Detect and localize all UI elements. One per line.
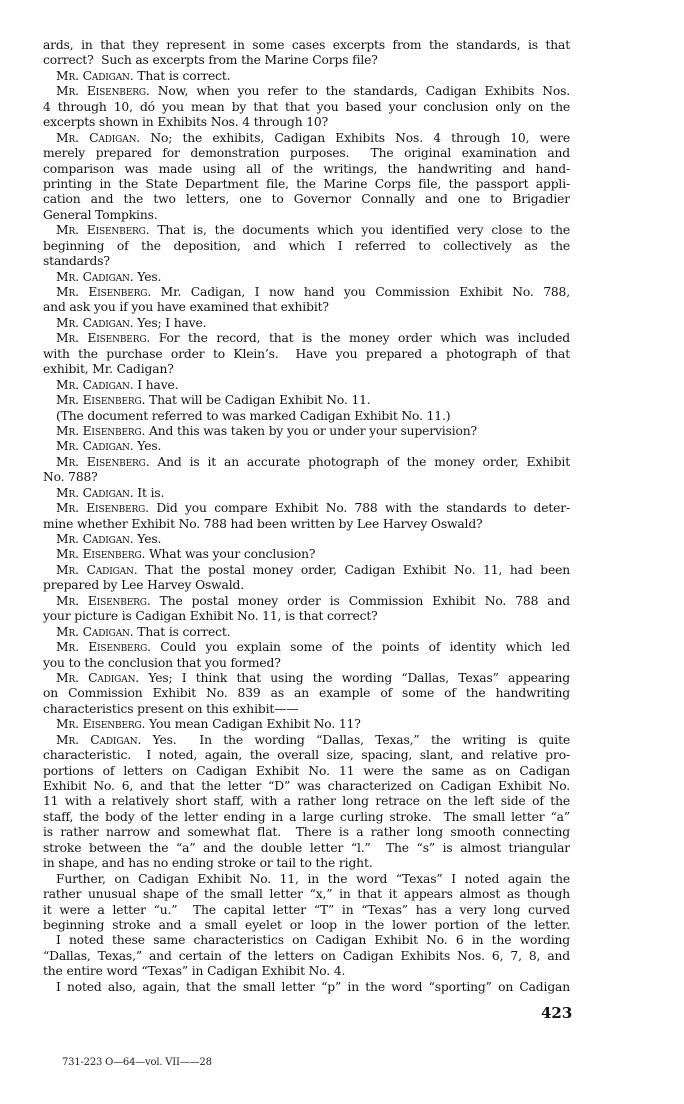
line-text: Did you compare Exhibit No. 788 with the standards to deter-	[148, 501, 570, 516]
speaker-name: Mr. Cadigan.	[56, 732, 142, 747]
transcript-line	[43, 192, 570, 207]
transcript-line	[43, 486, 570, 501]
transcript-line	[43, 254, 570, 269]
transcript-line	[43, 825, 570, 840]
line-text: That is, the documents which you identified very close to the	[149, 223, 570, 238]
transcript-line	[43, 563, 570, 578]
page-number: 423	[541, 1004, 573, 1022]
transcript-line	[43, 578, 570, 593]
transcript-line	[43, 918, 570, 933]
line-text: That will be Cadigan Exhibit No. 11.	[145, 393, 371, 408]
transcript-line	[43, 841, 570, 856]
line-text: comparison was made using all of the writings, the handwriting and hand-	[43, 161, 570, 176]
line-text: beginning of the deposition, and which I referred to collectively as the	[43, 238, 570, 253]
line-text: You mean Cadigan Exhibit No. 11?	[145, 717, 361, 732]
transcript-line	[43, 903, 570, 918]
speaker-name: Mr. Eisenberg.	[56, 285, 152, 299]
line-text: printing in the State Department file, the Marine Corps file, the passport appli-	[43, 176, 570, 191]
speaker-name: Mr. Cadigan.	[56, 315, 134, 330]
line-text: “Dallas, Texas,” and certain of the letters on Cadigan Exhibits Nos. 6, 7, 8, and	[43, 948, 570, 963]
speaker-name: Mr. Eisenberg.	[56, 717, 146, 732]
line-text: That is correct.	[133, 68, 231, 83]
transcript-line	[43, 887, 570, 902]
transcript-line	[43, 208, 570, 223]
transcript-line	[43, 594, 570, 609]
speaker-name: Mr. Eisenberg.	[56, 593, 151, 608]
transcript-line	[43, 547, 570, 562]
line-text: Further, on Cadigan Exhibit No. 11, in the word “Texas” I noted again the	[56, 871, 570, 886]
line-text: Yes.	[133, 532, 162, 546]
speaker-name: Mr. Cadigan.	[56, 377, 134, 392]
transcript-line	[43, 285, 570, 300]
transcript-line	[43, 810, 570, 825]
line-text: The postal money order is Commission Exhibit No. 788 and	[150, 593, 570, 608]
line-text: and ask you if you have examined that exhibit?	[43, 300, 329, 315]
line-text: And is it an accurate photograph of the money order, Exhibit	[149, 454, 570, 469]
line-text: ards, in that they represent in some cases excerpts from the standards, is that	[43, 38, 570, 52]
speaker-name: Mr. Cadigan.	[56, 269, 134, 284]
line-text: stroke between the “a” and the double letter “l.” The “s” is almost triangular	[43, 840, 570, 855]
line-text: Yes; I have.	[133, 315, 207, 330]
line-text: is rather narrow and somewhat flat. There is a rather long smooth connecting	[43, 825, 570, 840]
line-text: No; the exhibits, Cadigan Exhibits Nos. 4 through 10, were	[140, 130, 570, 145]
line-text: you to the conclusion that you formed?	[43, 655, 281, 670]
transcript-line	[43, 640, 570, 655]
speaker-name: Mr. Eisenberg.	[56, 640, 151, 655]
transcript-line	[43, 964, 570, 979]
line-text: characteristics present on this exhibit——	[43, 701, 299, 716]
transcript-line	[43, 424, 570, 439]
speaker-name: Mr. Cadigan.	[56, 439, 134, 454]
transcript-line	[43, 656, 570, 671]
transcript-line	[43, 131, 570, 146]
line-text: Mr. Cadigan, I now hand you Commission Exhibit No. 788,	[151, 285, 570, 299]
line-text: merely prepared for demonstration purposes. The original examination and	[43, 146, 570, 161]
transcript-line	[43, 378, 570, 393]
transcript-line	[43, 239, 570, 254]
line-text: staff, the body of the letter ending in a large curling stroke. The small letter “a”	[43, 809, 570, 824]
transcript-line	[43, 223, 570, 238]
speaker-name: Mr. Cadigan.	[56, 562, 138, 577]
transcript-line	[43, 455, 570, 470]
speaker-name: Mr. Cadigan.	[56, 130, 141, 145]
line-text: standards?	[43, 254, 110, 269]
speaker-name: Mr. Eisenberg.	[56, 223, 150, 238]
speaker-name: Mr. Cadigan.	[56, 532, 134, 546]
transcript-line	[43, 300, 570, 315]
speaker-name: Mr. Eisenberg.	[56, 423, 146, 438]
transcript-line	[43, 331, 570, 346]
line-text: What was your conclusion?	[145, 547, 316, 562]
line-text: That the postal money order, Cadigan Exhibit No. 11, had been	[137, 562, 570, 577]
speaker-name: Mr. Eisenberg.	[56, 331, 151, 346]
line-text: on Commission Exhibit No. 839 as an example of some of the handwriting	[43, 686, 570, 701]
line-text: I have.	[133, 377, 179, 392]
speaker-name: Mr. Eisenberg.	[56, 454, 150, 469]
transcript-line	[43, 347, 570, 362]
line-text: with the purchase order to Klein’s. Have you prepared a photograph of that	[43, 346, 570, 361]
line-text: Yes. In the wording “Dallas, Texas,” the writing is quite	[141, 732, 570, 747]
transcript-line	[43, 933, 570, 948]
transcript-line	[43, 856, 570, 871]
transcript-line	[43, 609, 570, 624]
speaker-name: Mr. Cadigan.	[56, 485, 134, 500]
line-text: mine whether Exhibit No. 788 had been written by Lee Harvey Oswald?	[43, 516, 483, 531]
line-text: General Tompkins.	[43, 207, 158, 222]
line-text: Now, when you refer to the standards, Cadigan Exhibits Nos.	[149, 84, 570, 99]
line-text: 4 through 10, dó you mean by that that you based your conclusion only on the	[43, 99, 570, 114]
transcript-line	[43, 409, 570, 424]
transcript-line	[43, 717, 570, 732]
transcript-line	[43, 980, 570, 995]
transcript-body	[43, 38, 570, 995]
transcript-line	[43, 517, 570, 532]
transcript-line	[43, 671, 570, 686]
line-text: exhibit, Mr. Cadigan?	[43, 362, 174, 377]
transcript-line	[43, 470, 570, 485]
transcript-line	[43, 115, 570, 130]
speaker-name: Mr. Eisenberg.	[56, 84, 150, 99]
transcript-line	[43, 69, 570, 84]
line-text: portions of letters on Cadigan Exhibit No. 11 were the same as on Cadigan	[43, 763, 570, 778]
transcript-line	[43, 53, 570, 68]
transcript-line	[43, 146, 570, 161]
line-text: prepared by Lee Harvey Oswald.	[43, 578, 244, 593]
line-text: It is.	[133, 485, 165, 500]
line-text: Yes; I think that using the wording “Dallas, Texas” appearing	[139, 670, 570, 685]
transcript-line	[43, 316, 570, 331]
transcript-line	[43, 362, 570, 377]
transcript-line	[43, 162, 570, 177]
line-text: the entire word “Texas” in Cadigan Exhibit No. 4.	[43, 964, 346, 979]
line-text: Yes.	[133, 439, 162, 454]
transcript-line	[43, 748, 570, 763]
line-text: your picture is Cadigan Exhibit No. 11, is that correct?	[43, 609, 378, 624]
transcript-line	[43, 532, 570, 547]
transcript-line	[43, 794, 570, 809]
speaker-name: Mr. Eisenberg.	[56, 547, 146, 562]
line-text: I noted also, again, that the small letter “p” in the word “sporting” on Cadigan	[56, 979, 570, 994]
transcript-line	[43, 764, 570, 779]
line-text: (The document referred to was marked Cadigan Exhibit No. 11.)	[56, 408, 451, 423]
line-text: Exhibit No. 6, and that the letter “D” was characterized on Cadigan Exhibit No.	[43, 779, 570, 793]
line-text: it were a letter “u.” The capital letter “T” in “Texas” has a very long curved	[43, 902, 570, 917]
speaker-name: Mr. Cadigan.	[56, 68, 134, 83]
line-text: Yes.	[133, 269, 162, 284]
transcript-line	[43, 177, 570, 192]
line-text: in shape, and has no ending stroke or tail to the right.	[43, 856, 373, 871]
transcript-line	[43, 393, 570, 408]
print-footer: 731-223 O—64—vol. VII——28	[62, 1057, 212, 1068]
line-text: 11 with a relatively short staff, with a rather long retrace on the left side of the	[43, 794, 570, 809]
line-text: excerpts shown in Exhibits Nos. 4 through 10?	[43, 115, 329, 130]
transcript-line	[43, 872, 570, 887]
transcript-line	[43, 270, 570, 285]
line-text: correct? Such as excerpts from the Marine Corps file?	[43, 53, 378, 68]
transcript-line	[43, 625, 570, 640]
line-text: rather unusual shape of the small letter “x,” in that it appears almost as though	[43, 887, 570, 902]
transcript-line	[43, 501, 570, 516]
transcript-line	[43, 38, 570, 53]
line-text: I noted these same characteristics on Cadigan Exhibit No. 6 in the wording	[56, 933, 570, 948]
transcript-line	[43, 84, 570, 99]
line-text: That is correct.	[133, 624, 231, 639]
transcript-line	[43, 702, 570, 717]
speaker-name: Mr. Cadigan.	[56, 624, 134, 639]
transcript-line	[43, 686, 570, 701]
speaker-name: Mr. Cadigan.	[56, 670, 140, 685]
transcript-line	[43, 733, 570, 748]
line-text: cation and the two letters, one to Governor Connally and one to Brigadier	[43, 192, 570, 207]
transcript-line	[43, 779, 570, 794]
speaker-name: Mr. Eisenberg.	[56, 393, 146, 408]
line-text: Could you explain some of the points of identity which led	[150, 640, 570, 655]
transcript-line	[43, 439, 570, 454]
line-text: beginning stroke and a small eyelet or loop in the lower portion of the letter.	[43, 917, 570, 932]
speaker-name: Mr. Eisenberg.	[56, 501, 149, 516]
line-text: No. 788?	[43, 470, 98, 485]
transcript-line	[43, 100, 570, 115]
transcript-line	[43, 949, 570, 964]
line-text: For the record, that is the money order which was included	[150, 331, 570, 346]
line-text: And this was taken by you or under your supervision?	[145, 423, 477, 438]
line-text: characteristic. I noted, again, the overall size, spacing, slant, and relative pro-	[43, 748, 570, 763]
